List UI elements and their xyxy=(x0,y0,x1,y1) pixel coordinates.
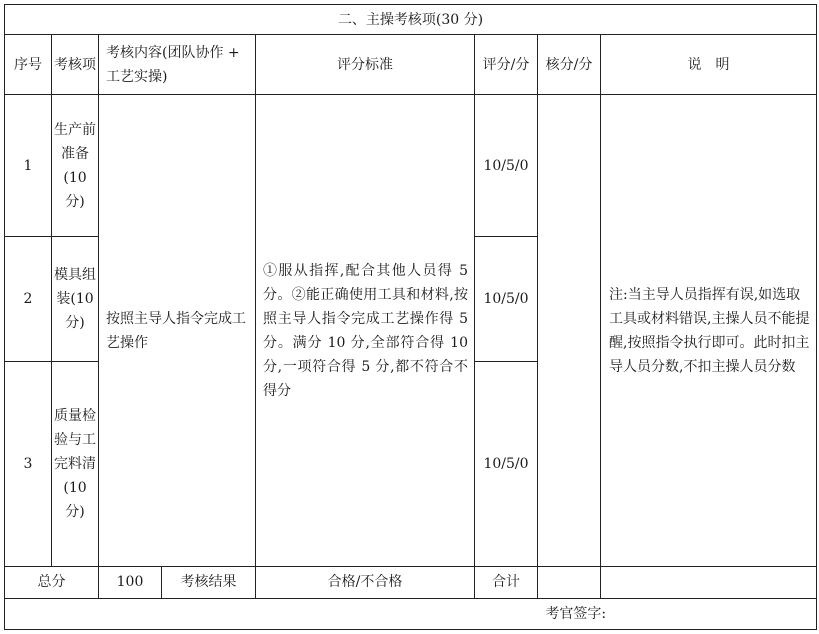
total-label: 总分 xyxy=(5,566,99,598)
shared-criteria: ①服从指挥,配合其他人员得 5 分。②能正确使用工具和材料,按照主导人指令完成工艺操作得 5 分。满分 10 分,全部符合得 10 分,一项符合得 5 分,都不符合不得分 xyxy=(256,95,475,566)
header-content: 考核内容(团队协作 + 工艺实操) xyxy=(99,35,256,95)
result-label: 考核结果 xyxy=(162,566,256,598)
row-seq: 1 xyxy=(5,95,52,236)
row-item: 模具组装(10分) xyxy=(52,236,99,361)
examiner-signature[interactable]: 考官签字: xyxy=(5,598,817,629)
header-criteria: 评分标准 xyxy=(256,35,475,95)
sum-cell[interactable] xyxy=(538,566,601,598)
assessment-table xyxy=(4,4,817,630)
header-note: 说 明 xyxy=(601,35,817,95)
row-score: 10/5/0 xyxy=(475,362,538,567)
row-score: 10/5/0 xyxy=(475,95,538,236)
sum-label: 合计 xyxy=(475,566,538,598)
header-seq: 序号 xyxy=(5,35,52,95)
sum-extra-cell xyxy=(601,566,817,598)
result-value: 合格/不合格 xyxy=(256,566,475,598)
shared-note: 注:当主导人员指挥有误,如选取工具或材料错误,主操人员不能提醒,按照指令执行即可。此时扣主导人员分数,不扣主操人员分数 xyxy=(601,95,817,566)
total-value: 100 xyxy=(99,566,162,598)
row-seq: 3 xyxy=(5,362,52,567)
row-item: 质量检验与工完料清(10分) xyxy=(52,362,99,567)
header-score: 评分/分 xyxy=(475,35,538,95)
header-check: 核分/分 xyxy=(538,35,601,95)
section-title: 二、主操考核项(30 分) xyxy=(5,5,817,35)
check-cell[interactable] xyxy=(538,95,601,566)
header-item: 考核项 xyxy=(52,35,99,95)
shared-content: 按照主导人指令完成工艺操作 xyxy=(99,95,256,566)
row-item: 生产前准备(10分) xyxy=(52,95,99,236)
row-score: 10/5/0 xyxy=(475,236,538,361)
row-seq: 2 xyxy=(5,236,52,361)
